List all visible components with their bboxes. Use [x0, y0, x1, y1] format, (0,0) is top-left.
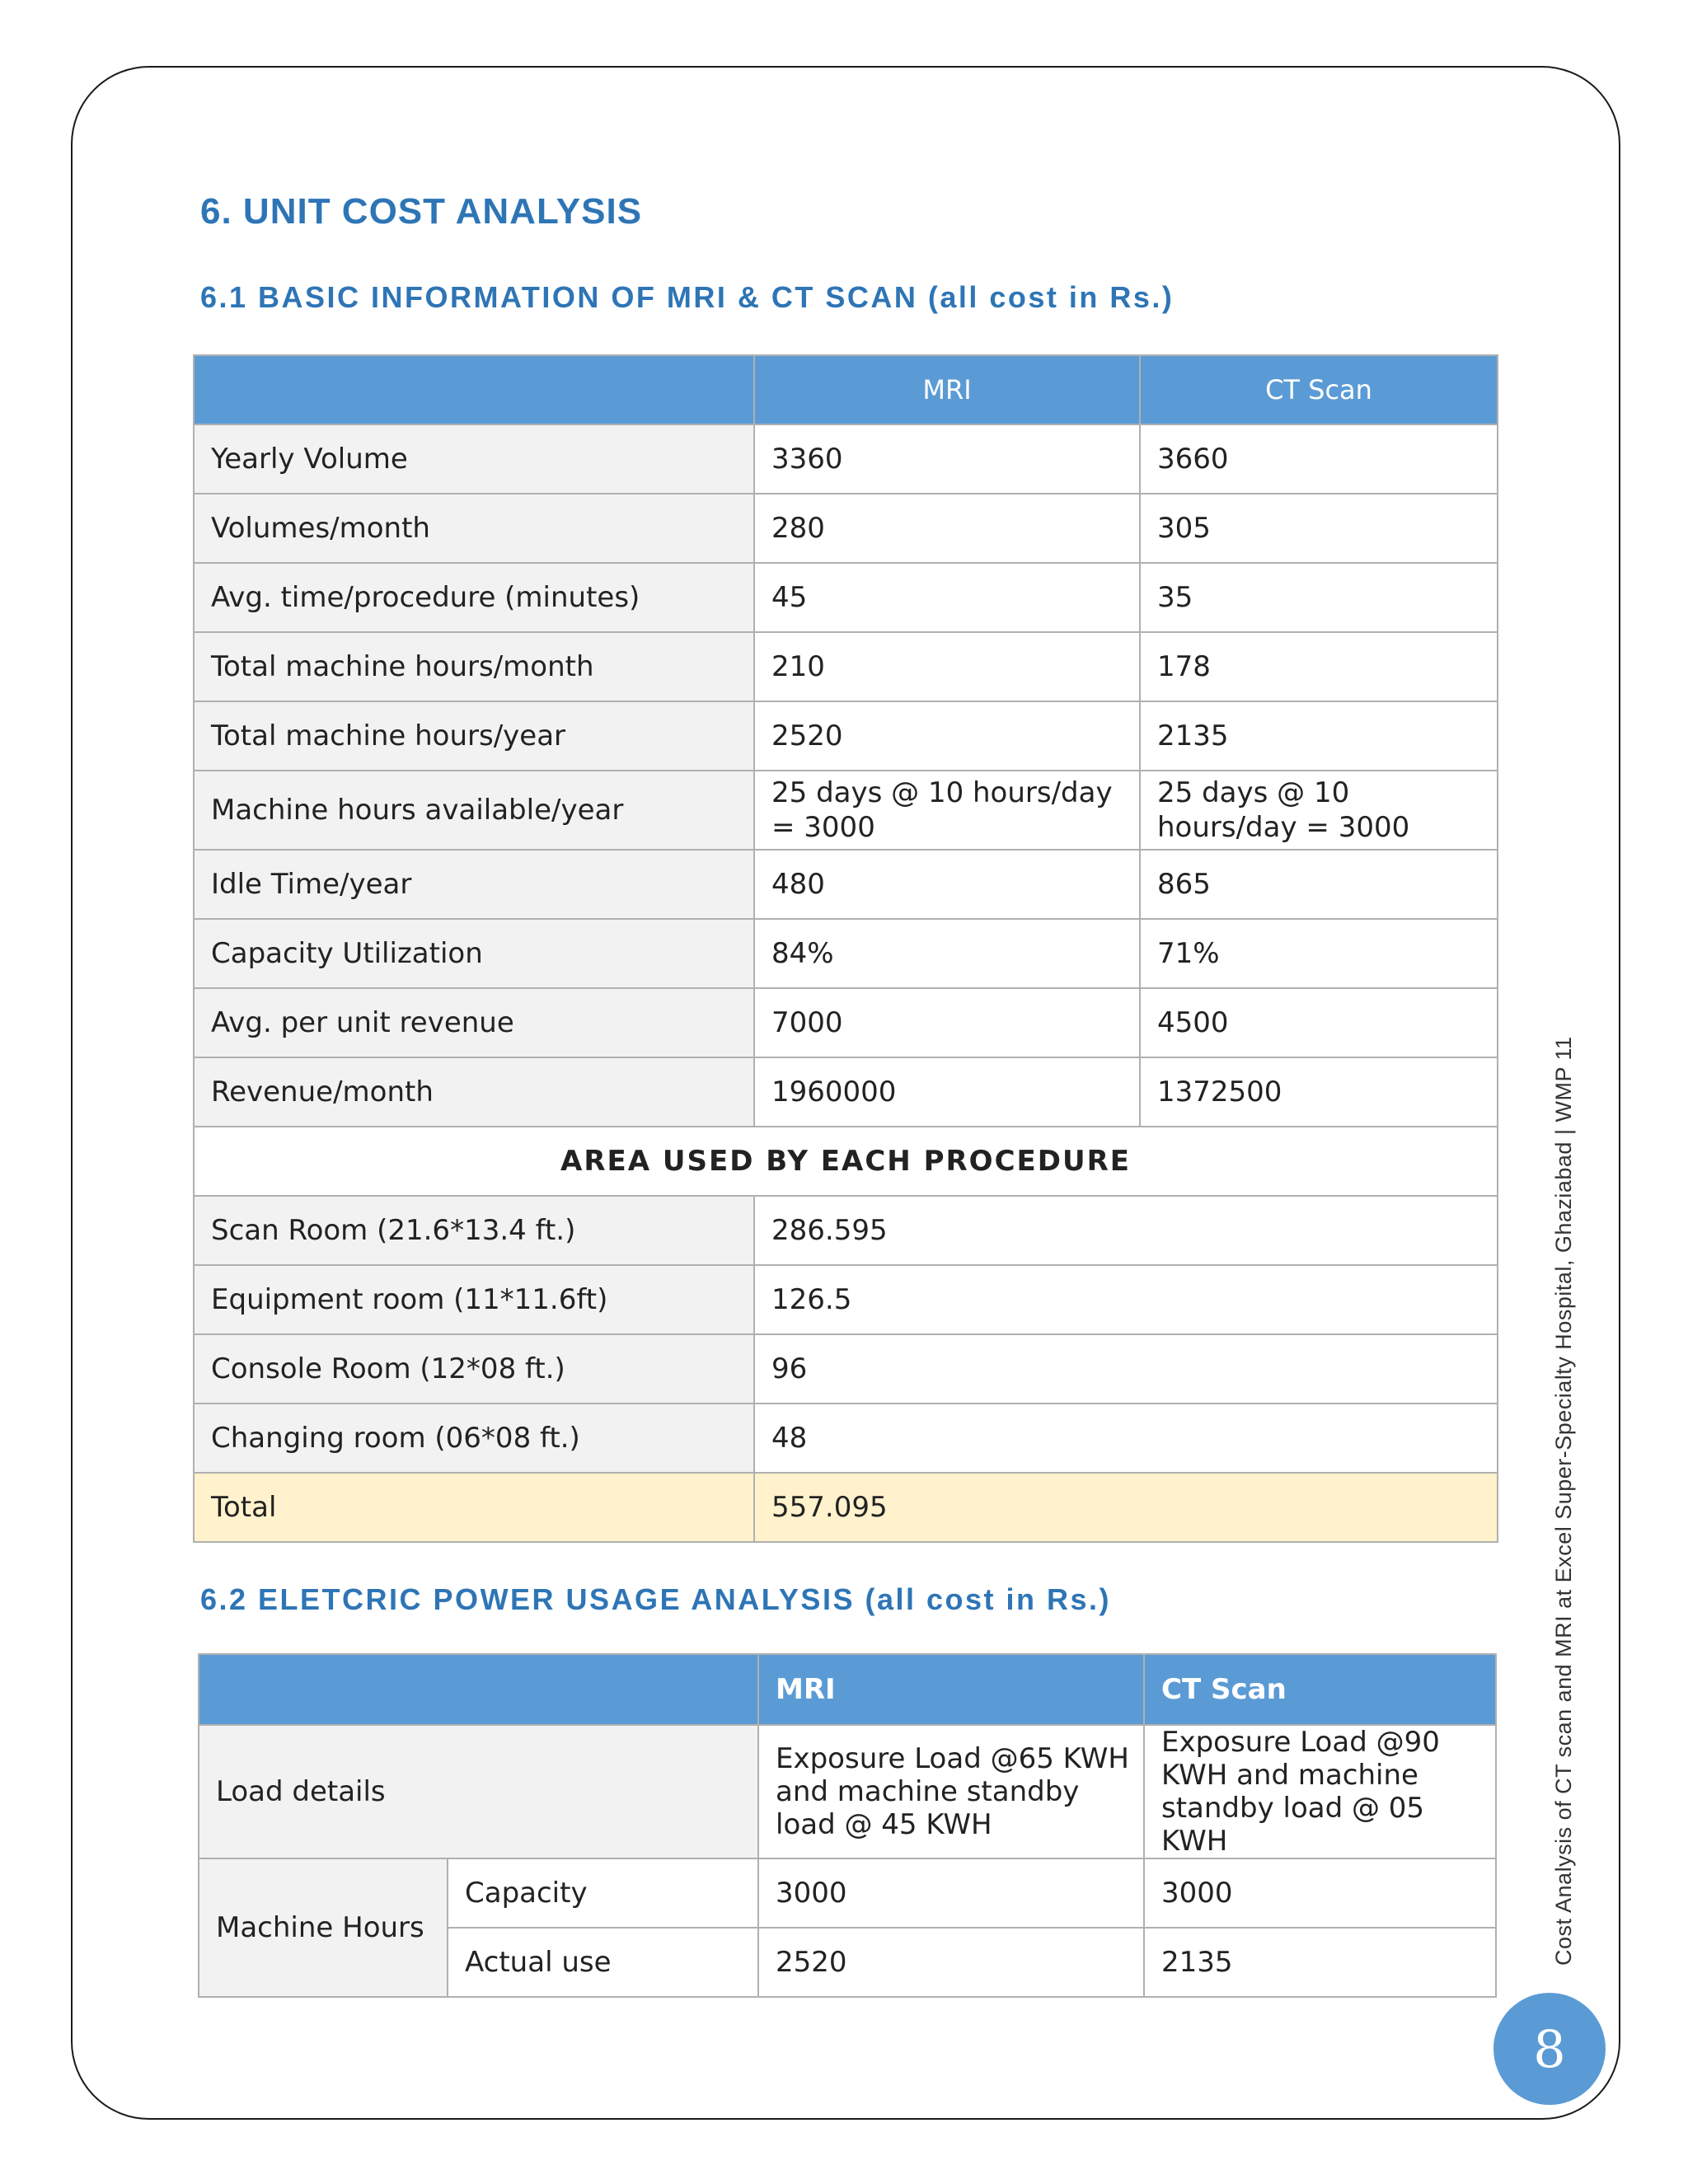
mri-value: 1960000	[754, 1057, 1140, 1127]
table-row	[199, 1858, 1496, 1928]
capacity-label: Capacity	[448, 1858, 758, 1928]
table-header-row	[199, 1654, 1496, 1725]
table-row	[199, 1725, 1496, 1858]
section-1-title: 6.1 BASIC INFORMATION OF MRI & CT SCAN (all cost in Rs.)	[200, 280, 1175, 314]
row-label: Avg. time/procedure (minutes)	[194, 563, 754, 632]
area-value: 126.5	[754, 1265, 1498, 1334]
row-label: Total machine hours/year	[194, 701, 754, 771]
area-label: Scan Room (21.6*13.4 ft.)	[194, 1196, 754, 1265]
load-ct: Exposure Load @90 KWH and machine standby load @ 05 KWH	[1144, 1725, 1496, 1858]
table-row	[194, 563, 1498, 632]
mri-value: 25 days @ 10 hours/day = 3000	[754, 771, 1140, 850]
area-label: Equipment room (11*11.6ft)	[194, 1265, 754, 1334]
row-label: Volumes/month	[194, 494, 754, 563]
table-row	[194, 771, 1498, 850]
table-row	[194, 494, 1498, 563]
row-label: Capacity Utilization	[194, 919, 754, 988]
ct-value: 1372500	[1140, 1057, 1498, 1127]
table-row	[194, 1265, 1498, 1334]
actual-use-label: Actual use	[448, 1928, 758, 1997]
row-label: Machine hours available/year	[194, 771, 754, 850]
basic-info-table	[193, 354, 1498, 1543]
area-value: 48	[754, 1404, 1498, 1473]
mri-value: 2520	[754, 701, 1140, 771]
area-label: Console Room (12*08 ft.)	[194, 1334, 754, 1404]
total-row	[194, 1473, 1498, 1542]
ct-value: 2135	[1140, 701, 1498, 771]
table-row	[194, 919, 1498, 988]
capacity-ct: 3000	[1144, 1858, 1496, 1928]
table-header-row	[194, 355, 1498, 424]
area-heading-row	[194, 1127, 1498, 1196]
area-label: Changing room (06*08 ft.)	[194, 1404, 754, 1473]
header-mri: MRI	[758, 1654, 1144, 1725]
table-row	[194, 1334, 1498, 1404]
actual-mri: 2520	[758, 1928, 1144, 1997]
table-row	[194, 988, 1498, 1057]
row-label: Idle Time/year	[194, 850, 754, 919]
table-row	[194, 1404, 1498, 1473]
load-mri: Exposure Load @65 KWH and machine standby load @ 45 KWH	[758, 1725, 1144, 1858]
mri-value: 7000	[754, 988, 1140, 1057]
header-ct-scan: CT Scan	[1144, 1654, 1496, 1725]
ct-value: 178	[1140, 632, 1498, 701]
table-row	[194, 424, 1498, 494]
capacity-mri: 3000	[758, 1858, 1144, 1928]
ct-value: 865	[1140, 850, 1498, 919]
mri-value: 3360	[754, 424, 1140, 494]
header-mri: MRI	[754, 355, 1140, 424]
mri-value: 45	[754, 563, 1140, 632]
ct-value: 71%	[1140, 919, 1498, 988]
area-value: 96	[754, 1334, 1498, 1404]
page-number: 8	[1493, 1993, 1606, 2105]
table-row	[194, 701, 1498, 771]
machine-hours-label: Machine Hours	[199, 1858, 448, 1997]
mri-value: 480	[754, 850, 1140, 919]
sidebar-footer-text: Cost Analysis of CT scan and MRI at Excel Super-Specialty Hospital, Ghaziabad | WMP 11	[1551, 1036, 1576, 1966]
load-details-label: Load details	[199, 1725, 758, 1858]
mri-value: 210	[754, 632, 1140, 701]
total-value: 557.095	[754, 1473, 1498, 1542]
ct-value: 3660	[1140, 424, 1498, 494]
ct-value: 4500	[1140, 988, 1498, 1057]
power-usage-table	[198, 1653, 1497, 1998]
ct-value: 305	[1140, 494, 1498, 563]
row-label: Total machine hours/month	[194, 632, 754, 701]
section-2-title: 6.2 ELETCRIC POWER USAGE ANALYSIS (all cost in Rs.)	[200, 1582, 1112, 1616]
area-heading: AREA USED BY EACH PROCEDURE	[194, 1127, 1498, 1196]
section-heading: 6. UNIT COST ANALYSIS	[200, 191, 643, 232]
header-ct-scan: CT Scan	[1140, 355, 1498, 424]
total-label: Total	[194, 1473, 754, 1542]
table-row	[194, 632, 1498, 701]
header-empty	[199, 1654, 758, 1725]
row-label: Yearly Volume	[194, 424, 754, 494]
table-row	[194, 850, 1498, 919]
area-value: 286.595	[754, 1196, 1498, 1265]
header-empty	[194, 355, 754, 424]
ct-value: 35	[1140, 563, 1498, 632]
actual-ct: 2135	[1144, 1928, 1496, 1997]
mri-value: 280	[754, 494, 1140, 563]
row-label: Revenue/month	[194, 1057, 754, 1127]
row-label: Avg. per unit revenue	[194, 988, 754, 1057]
table-row	[194, 1196, 1498, 1265]
mri-value: 84%	[754, 919, 1140, 988]
table-row	[194, 1057, 1498, 1127]
ct-value: 25 days @ 10 hours/day = 3000	[1140, 771, 1498, 850]
